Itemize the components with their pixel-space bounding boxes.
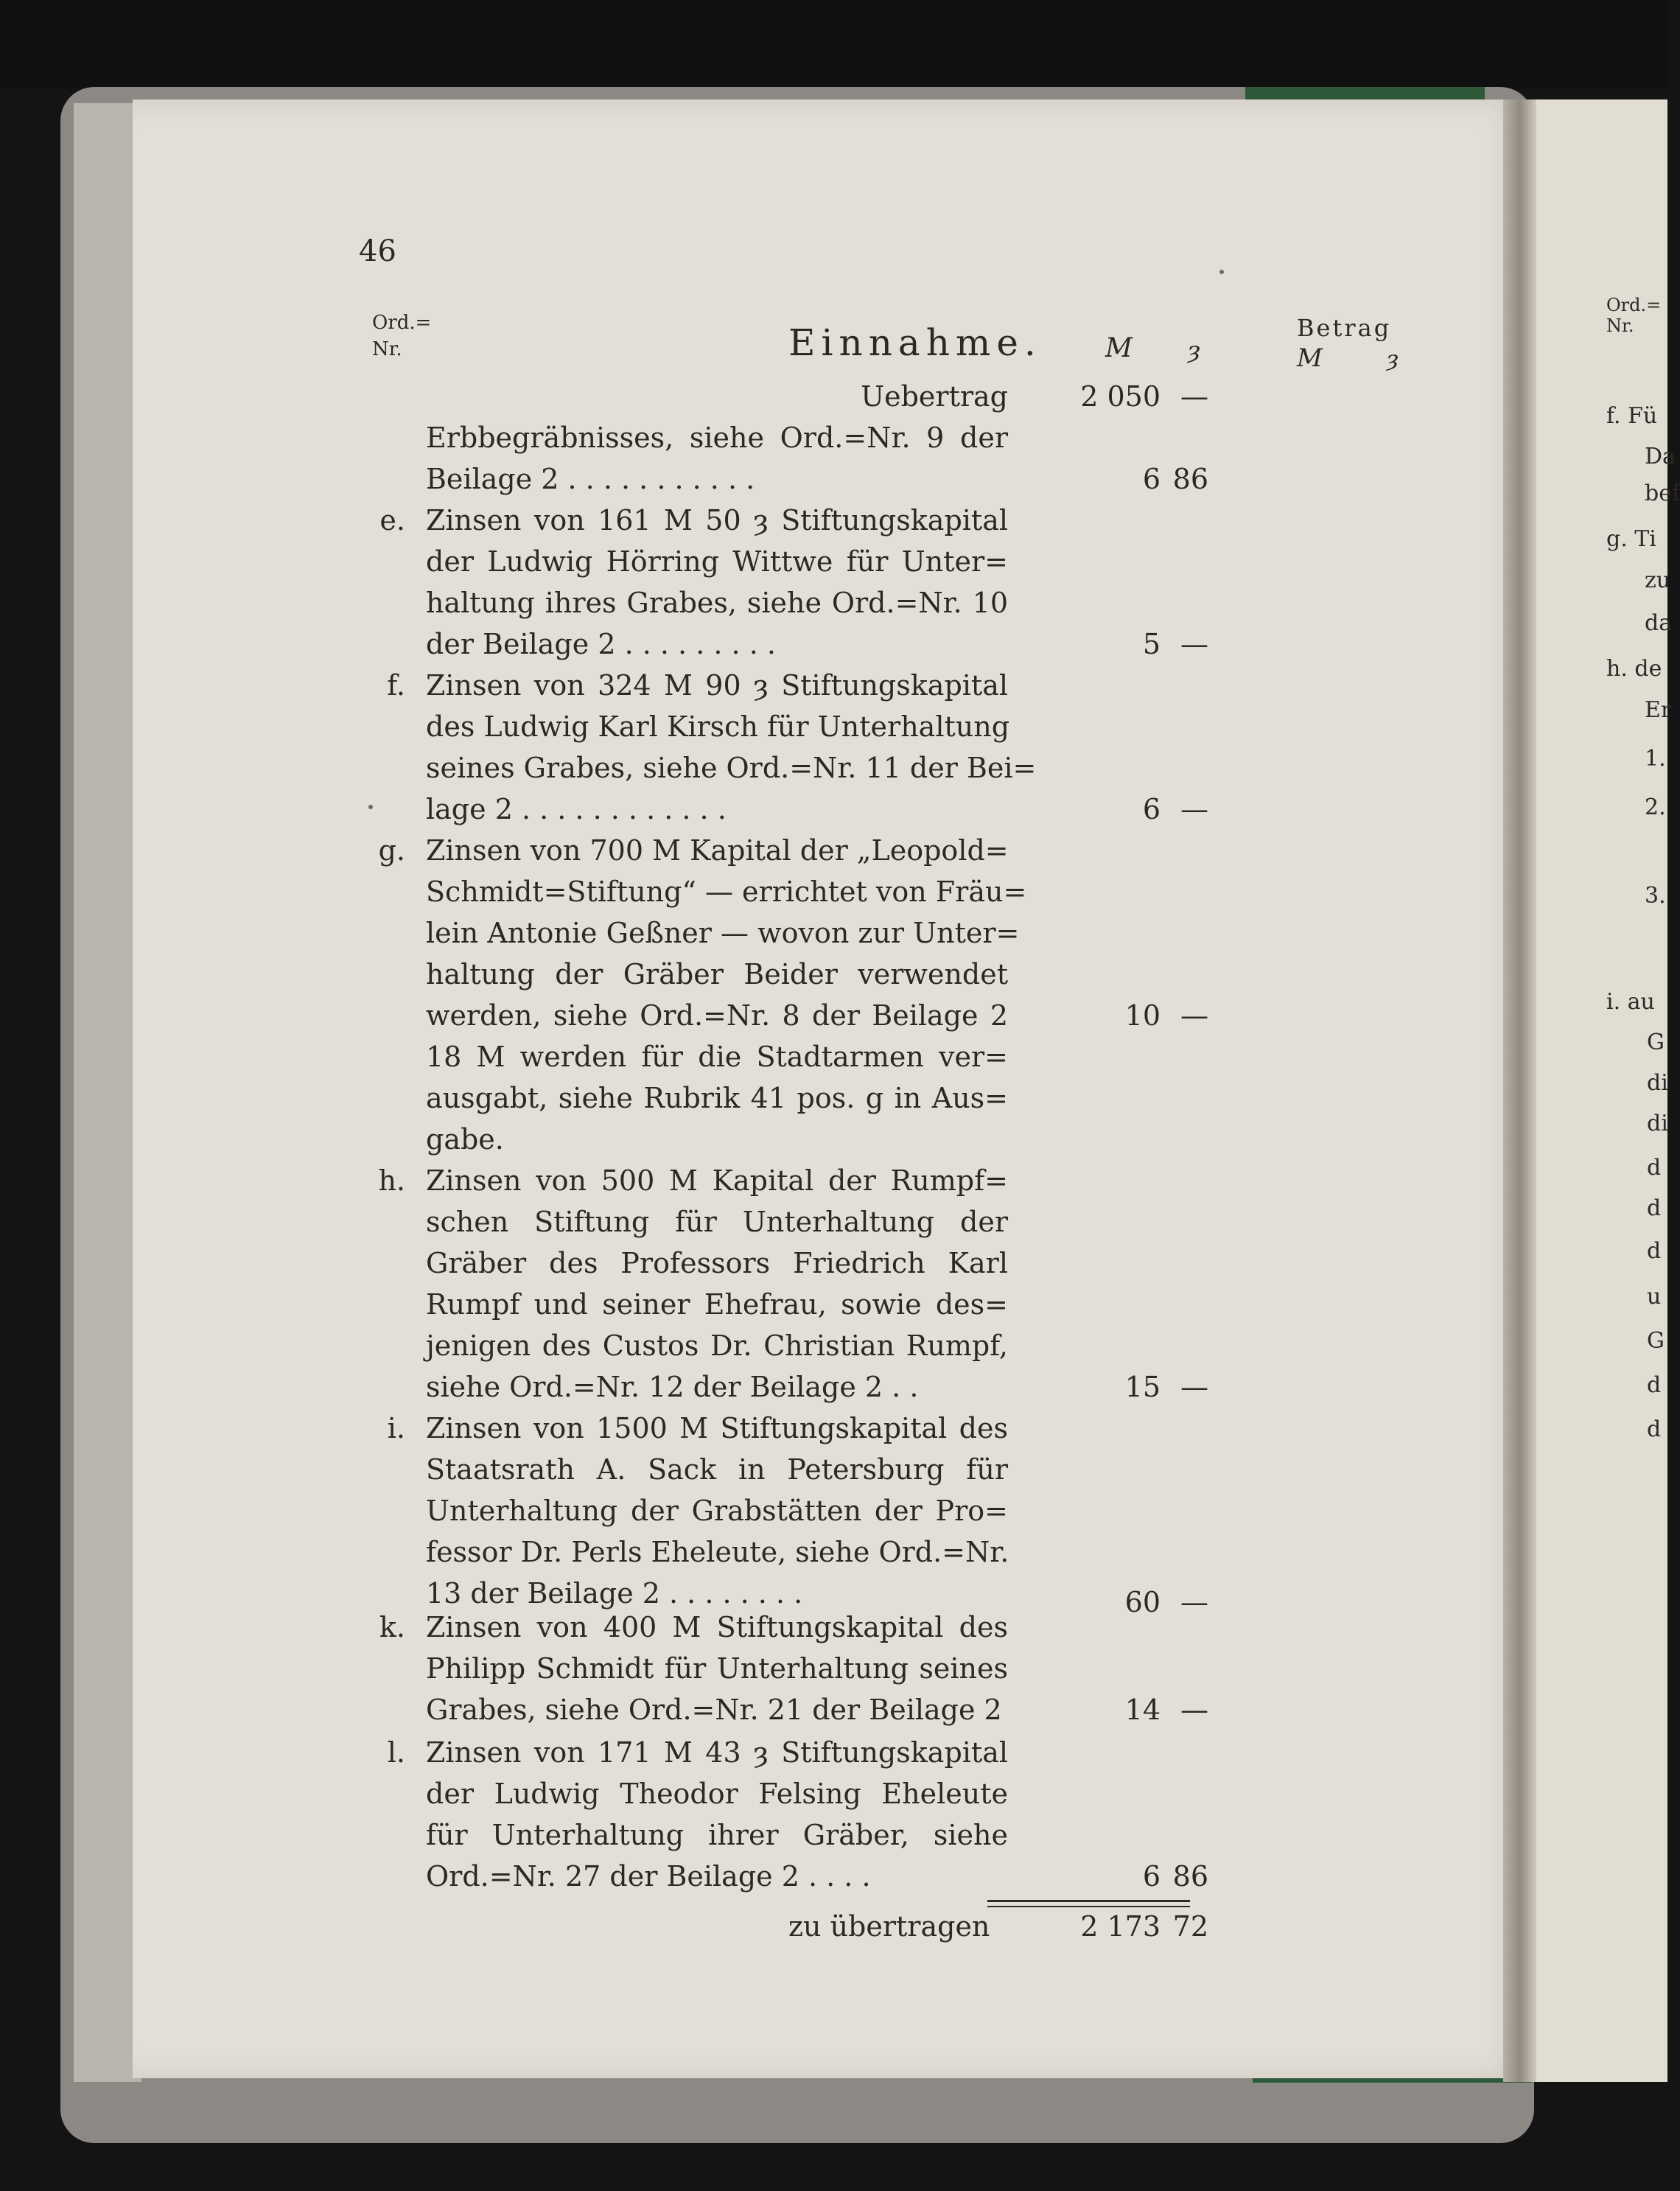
entry-line: 18 M werden für die Stadtarmen ver= bbox=[426, 1041, 1008, 1073]
facing-fragment: d bbox=[1647, 1238, 1662, 1264]
entry-line: der Beilage 2 . . . . . . . . . bbox=[426, 628, 776, 660]
ord-nr-header bbox=[372, 310, 431, 363]
facing-ord-header-line: Nr. bbox=[1606, 315, 1634, 336]
entry-letter: f. bbox=[387, 669, 405, 702]
entry-letter: g. bbox=[378, 834, 405, 867]
entry-mark: 14 bbox=[1124, 1694, 1161, 1726]
entry-mark: 10 bbox=[1124, 999, 1161, 1032]
entry-letter: i. bbox=[387, 1412, 405, 1444]
page-number: 46 bbox=[359, 234, 396, 268]
sum-rule bbox=[987, 1900, 1190, 1902]
entry-line: werden, siehe Ord.=Nr. 8 der Beilage 2 bbox=[426, 999, 1008, 1032]
entry-line: der Ludwig Theodor Felsing Eheleute bbox=[426, 1778, 1008, 1810]
mark-column-header: M bbox=[1105, 333, 1133, 363]
entry-line: haltung der Gräber Beider verwendet bbox=[426, 958, 1008, 990]
entry-line: Zinsen von 161 M 50 ȝ Stiftungskapital bbox=[426, 504, 1008, 537]
entry-line: der Ludwig Hörring Wittwe für Unter= bbox=[426, 545, 1008, 578]
entry-line: Zinsen von 700 M Kapital der „Leopold= bbox=[426, 834, 1009, 867]
entry-mark: 6 bbox=[1142, 793, 1161, 825]
facing-fragment: di bbox=[1647, 1111, 1668, 1136]
facing-fragment: u bbox=[1647, 1284, 1662, 1310]
entry-mark: 6 bbox=[1142, 463, 1161, 495]
entry-pfennig: — bbox=[1180, 1586, 1208, 1618]
facing-fragment: f. Fü bbox=[1606, 403, 1658, 429]
facing-fragment: d bbox=[1647, 1416, 1662, 1442]
carry-forward-mark: 2 173 bbox=[1080, 1910, 1161, 1943]
paper-speck bbox=[1219, 270, 1224, 274]
ord-nr-header-line: Nr. bbox=[372, 338, 402, 360]
facing-fragment: di bbox=[1647, 1070, 1668, 1096]
entry-line: Gräber des Professors Friedrich Karl bbox=[426, 1247, 1008, 1279]
facing-fragment: i. au bbox=[1606, 989, 1655, 1015]
entry-line: siehe Ord.=Nr. 12 der Beilage 2 . . bbox=[426, 1371, 919, 1403]
facing-ord-header-line: Ord.= bbox=[1606, 295, 1662, 315]
entry-line: Grabes, siehe Ord.=Nr. 21 der Beilage 2 bbox=[426, 1694, 1002, 1726]
pfennig-column-header: ȝ bbox=[1188, 336, 1200, 364]
ord-nr-header-line: Ord.= bbox=[372, 312, 432, 334]
scan-background bbox=[0, 0, 1667, 88]
facing-fragment: d bbox=[1647, 1155, 1662, 1181]
page-stack-edge bbox=[74, 103, 141, 2082]
entry-line: Schmidt=Stiftung“ — errichtet von Fräu= bbox=[426, 876, 1027, 908]
facing-fragment: Er bbox=[1645, 697, 1672, 723]
betrag-pfennig-header: ȝ bbox=[1387, 346, 1399, 372]
entry-mark: 15 bbox=[1124, 1371, 1161, 1403]
facing-fragment: Da bbox=[1645, 444, 1676, 469]
facing-fragment: 2. bbox=[1645, 794, 1666, 820]
entry-line: Staatsrath A. Sack in Petersburg für bbox=[426, 1453, 1008, 1486]
facing-fragment: da bbox=[1645, 610, 1673, 636]
facing-fragment: 1. bbox=[1645, 746, 1666, 772]
entry-letter: e. bbox=[379, 504, 405, 537]
entry-line: seines Grabes, siehe Ord.=Nr. 11 der Bei= bbox=[426, 752, 1037, 784]
entry-line: jenigen des Custos Dr. Christian Rumpf, bbox=[426, 1329, 1008, 1362]
entry-pfennig: — bbox=[1180, 1371, 1208, 1403]
entry-mark: 6 bbox=[1142, 1860, 1161, 1893]
entry-line: Philipp Schmidt für Unterhaltung seines bbox=[426, 1652, 1008, 1685]
entry-line: 13 der Beilage 2 . . . . . . . . bbox=[426, 1577, 803, 1610]
entry-pfennig: — bbox=[1180, 793, 1208, 825]
entry-line: Zinsen von 500 M Kapital der Rumpf= bbox=[426, 1164, 1008, 1197]
entry-line: schen Stiftung für Unterhaltung der bbox=[426, 1206, 1008, 1238]
facing-fragment: d bbox=[1647, 1372, 1662, 1398]
entry-line: Unterhaltung der Grabstätten der Pro= bbox=[426, 1495, 1008, 1527]
entry-line: fessor Dr. Perls Eheleute, siehe Ord.=Nr. bbox=[426, 1536, 1009, 1568]
entry-letter: l. bbox=[387, 1736, 405, 1769]
entry-pfennig: — bbox=[1180, 628, 1208, 660]
section-title: Einnahme. bbox=[788, 321, 1042, 364]
entry-line: für Unterhaltung ihrer Gräber, siehe bbox=[426, 1819, 1008, 1851]
carry-over-mark: 2 050 bbox=[1080, 380, 1161, 413]
facing-fragment: h. de bbox=[1606, 656, 1662, 682]
entry-line: Zinsen von 1500 M Stiftungskapital des bbox=[426, 1412, 1008, 1444]
entry-line: Zinsen von 324 M 90 ȝ Stiftungskapital bbox=[426, 669, 1008, 702]
carry-forward-label: zu übertragen bbox=[788, 1910, 990, 1943]
entry-line: lein Antonie Geßner — wovon zur Unter= bbox=[426, 917, 1020, 949]
facing-fragment: zu bbox=[1645, 567, 1671, 593]
entry-mark: 5 bbox=[1142, 628, 1161, 660]
entry-pfennig: 86 bbox=[1172, 463, 1208, 495]
entry-line: Rumpf und seiner Ehefrau, sowie des= bbox=[426, 1288, 1008, 1321]
facing-fragment: 3. bbox=[1645, 883, 1666, 909]
facing-fragment: G bbox=[1647, 1328, 1665, 1354]
betrag-mark-header: M bbox=[1297, 343, 1323, 373]
facing-ord-header bbox=[1606, 295, 1661, 336]
entry-line: haltung ihres Grabes, siehe Ord.=Nr. 10 bbox=[426, 587, 1008, 619]
facing-fragment: bef bbox=[1645, 481, 1680, 506]
entry-mark: 60 bbox=[1124, 1586, 1161, 1618]
entry-line: Zinsen von 171 M 43 ȝ Stiftungskapital bbox=[426, 1736, 1008, 1769]
entry-line: lage 2 . . . . . . . . . . . . bbox=[426, 793, 727, 825]
carry-over-label: Uebertrag bbox=[861, 380, 1008, 413]
paper-speck bbox=[368, 805, 373, 809]
carry-forward-pfennig: 72 bbox=[1172, 1910, 1208, 1943]
entry-line: gabe. bbox=[426, 1123, 504, 1156]
entry-line: Ord.=Nr. 27 der Beilage 2 . . . . bbox=[426, 1860, 871, 1893]
entry-pfennig: — bbox=[1180, 999, 1208, 1032]
entry-line: des Ludwig Karl Kirsch für Unterhaltung bbox=[426, 710, 1010, 743]
carry-over-pfennig: — bbox=[1180, 380, 1208, 413]
entry-pfennig: — bbox=[1180, 1694, 1208, 1726]
book-gutter bbox=[1503, 99, 1536, 2082]
entry-line: Erbbegräbnisses, siehe Ord.=Nr. 9 der bbox=[426, 422, 1008, 454]
entry-line: Zinsen von 400 M Stiftungskapital des bbox=[426, 1611, 1008, 1643]
facing-fragment: g. Ti bbox=[1606, 526, 1656, 552]
entry-line: ausgabt, siehe Rubrik 41 pos. g in Aus= bbox=[426, 1082, 1008, 1114]
facing-fragment: d bbox=[1647, 1195, 1662, 1221]
facing-fragment: G bbox=[1647, 1030, 1665, 1055]
entry-pfennig: 86 bbox=[1172, 1860, 1208, 1893]
entry-letter: h. bbox=[378, 1164, 405, 1197]
betrag-column-header: Betrag bbox=[1297, 314, 1392, 342]
entry-line: Beilage 2 . . . . . . . . . . . bbox=[426, 463, 755, 495]
entry-letter: k. bbox=[379, 1611, 405, 1643]
